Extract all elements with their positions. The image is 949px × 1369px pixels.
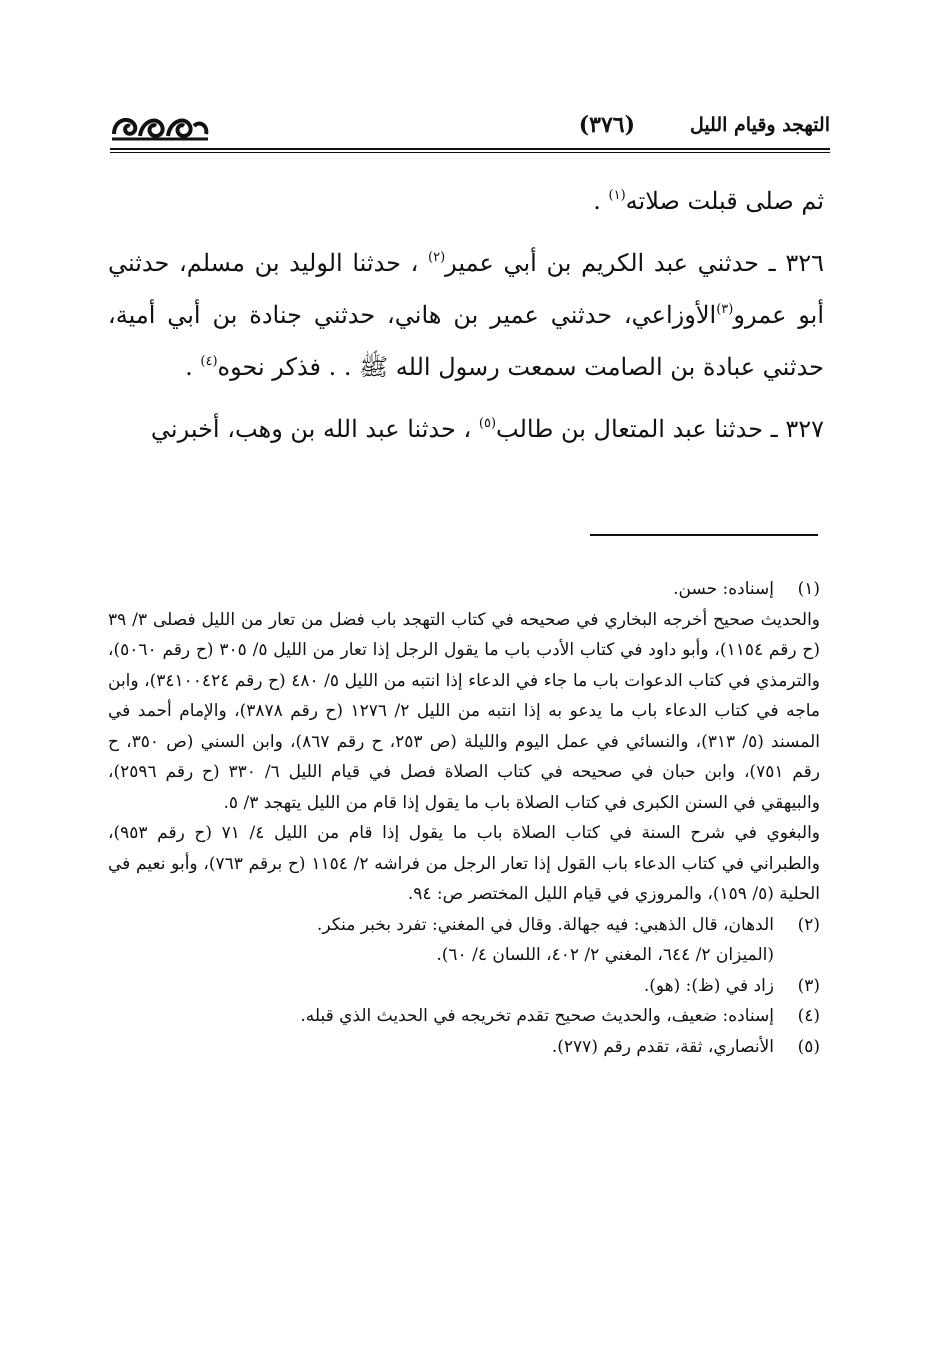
footnote-1 [108,574,820,910]
hadith-327 [108,403,824,455]
text-run: ، حدثنا عبد الله بن وهب، أخبرني [150,415,479,443]
footnote-number: (٢) [797,914,820,935]
text-run: ، حدثنا الوليد بن مسلم، حدثني أبو عمرو [108,249,825,329]
main-text [108,175,824,455]
footnote-2 [108,910,820,971]
footnote-ref: (٤) [200,354,218,369]
footnote-text: إسناده: حسن. [673,579,774,599]
text-run: ٣٢٦ ـ حدثني عبد الكريم بن أبي عمير [445,249,824,277]
paragraph-continuation: ثم صلى قبلت صلاته$^{(١)}$ . [593,187,824,215]
footnote-4 [108,1001,820,1032]
text-run: الأوزاعي، حدثني عمير بن هاني، حدثني جنادة بن أبي أمية، حدثني عبادة بن الصامت سمعت رسول الله ﷺ . . فذكر نحوه [108,301,824,381]
header-rule-thin [110,152,830,153]
footnote-ref: (١) [608,188,626,203]
footnote-number: (٣) [797,975,820,996]
footnote-text: والبغوي في شرح السنة في كتاب الصلاة باب ما يقول إذا قام من الليل ٤/ ٧١ (ح رقم ٩٥٣)، والطبراني في كتاب الدعاء باب القول إذا تعار الرجل من فراشه ٢/ ١١٥٤ (ح برقم ٧٦٣)، وأبو نعيم في الحلية (٥/ ١٥٩)، والمروزي في قيام الليل المختصر ص: ٩٤. [108,823,820,904]
hadith-326: ٣٢٦ ـ حدثني عبد الكريم بن أبي عمير$^{(٢)}$ ، حدثنا الوليد بن مسلم، حدثني أبو عمرو$^{(٣)}$الأوزاعي، حدثني عمير بن هاني، حدثني جنادة بن أبي أمية، حدثني عبادة بن الصامت سمعت رسول الله ﷺ . . فذكر نحوه$^{(٤)}$ . [108,249,825,381]
footnote-number: (١) [797,579,820,599]
header-rule [110,148,830,150]
text-run: ثم صلى قبلت صلاته [625,187,824,215]
footnote-ref: (٣) [716,302,734,317]
footnote-text: والحديث صحيح أخرجه البخاري في صحيحه في كتاب التهجد باب فضل من تعار من الليل فصلى ٣/ ٣٩ (ح رقم ١١٥٤)، وأبو داود في كتاب الأدب باب ما يقول الرجل إذا تعار من الليل ٥/ ٣٠٥ (ح رقم ٥٠٦٠)، والترمذي في كتاب الدعوات باب ما جاء في الدعاء إذا انتبه من الليل ٥/ ٤٨٠ (ح رقم ٣٤١٠٠٤٢٤)، وابن ماجه في كتاب الدعاء باب ما يدعو به إذا انتبه من الليل ٢/ ١٢٧٦ (ح رقم ٣٨٧٨)، والإمام أحمد في المسند (٥/ ٣١٣)، والنسائي في عمل اليوم والليلة (ص ٢٥٣، ح رقم ٨٦٧)، وابن السني (ص ٣٥٠، ح رقم ٧٥١)، وابن حبان في صحيحه في كتاب الصلاة فصل في قيام الليل ٦/ ٣٣٠ (ح رقم ٢٥٩٦)، والبيهقي في السنن الكبرى في كتاب الصلاة باب ما يقول إذا قام من الليل يتهجد ٣/ ٥. [108,609,821,813]
footnote-ref: (٢) [428,250,446,265]
footnote-number: (٤) [797,1006,820,1026]
footnotes [108,574,820,1062]
footnote-text: الدهان، قال الذهبي: فيه جهالة. وقال في المغني: تفرد بخبر منكر. [316,914,774,935]
page-number: (٣٧٦) [578,112,635,138]
footnote-number: (٥) [797,1036,820,1057]
footnote-text: إسناده: ضعيف، والحديث صحيح تقدم تخريجه في الحديث الذي قبله. [300,1006,774,1026]
decorative-ornament-icon [110,106,210,146]
footnote-text: زاد في (ظ): (هو). [643,975,774,996]
footnote-text: (الميزان ٢/ ٦٤٤، المغني ٢/ ٤٠٢، اللسان ٤/ ٦٠). [436,945,774,965]
footnote-ref: (٥) [478,416,497,431]
footnote-3 [108,971,820,1002]
footnote-text: الأنصاري، ثقة، تقدم رقم (٢٧٧). [551,1036,774,1057]
book-title: التهجد وقيام الليل [689,114,830,136]
text-run: ٣٢٧ ـ حدثنا عبد المتعال بن طالب [496,415,824,443]
footnote-5 [108,1032,820,1063]
footnote-separator [590,534,818,536]
running-header [110,112,830,152]
